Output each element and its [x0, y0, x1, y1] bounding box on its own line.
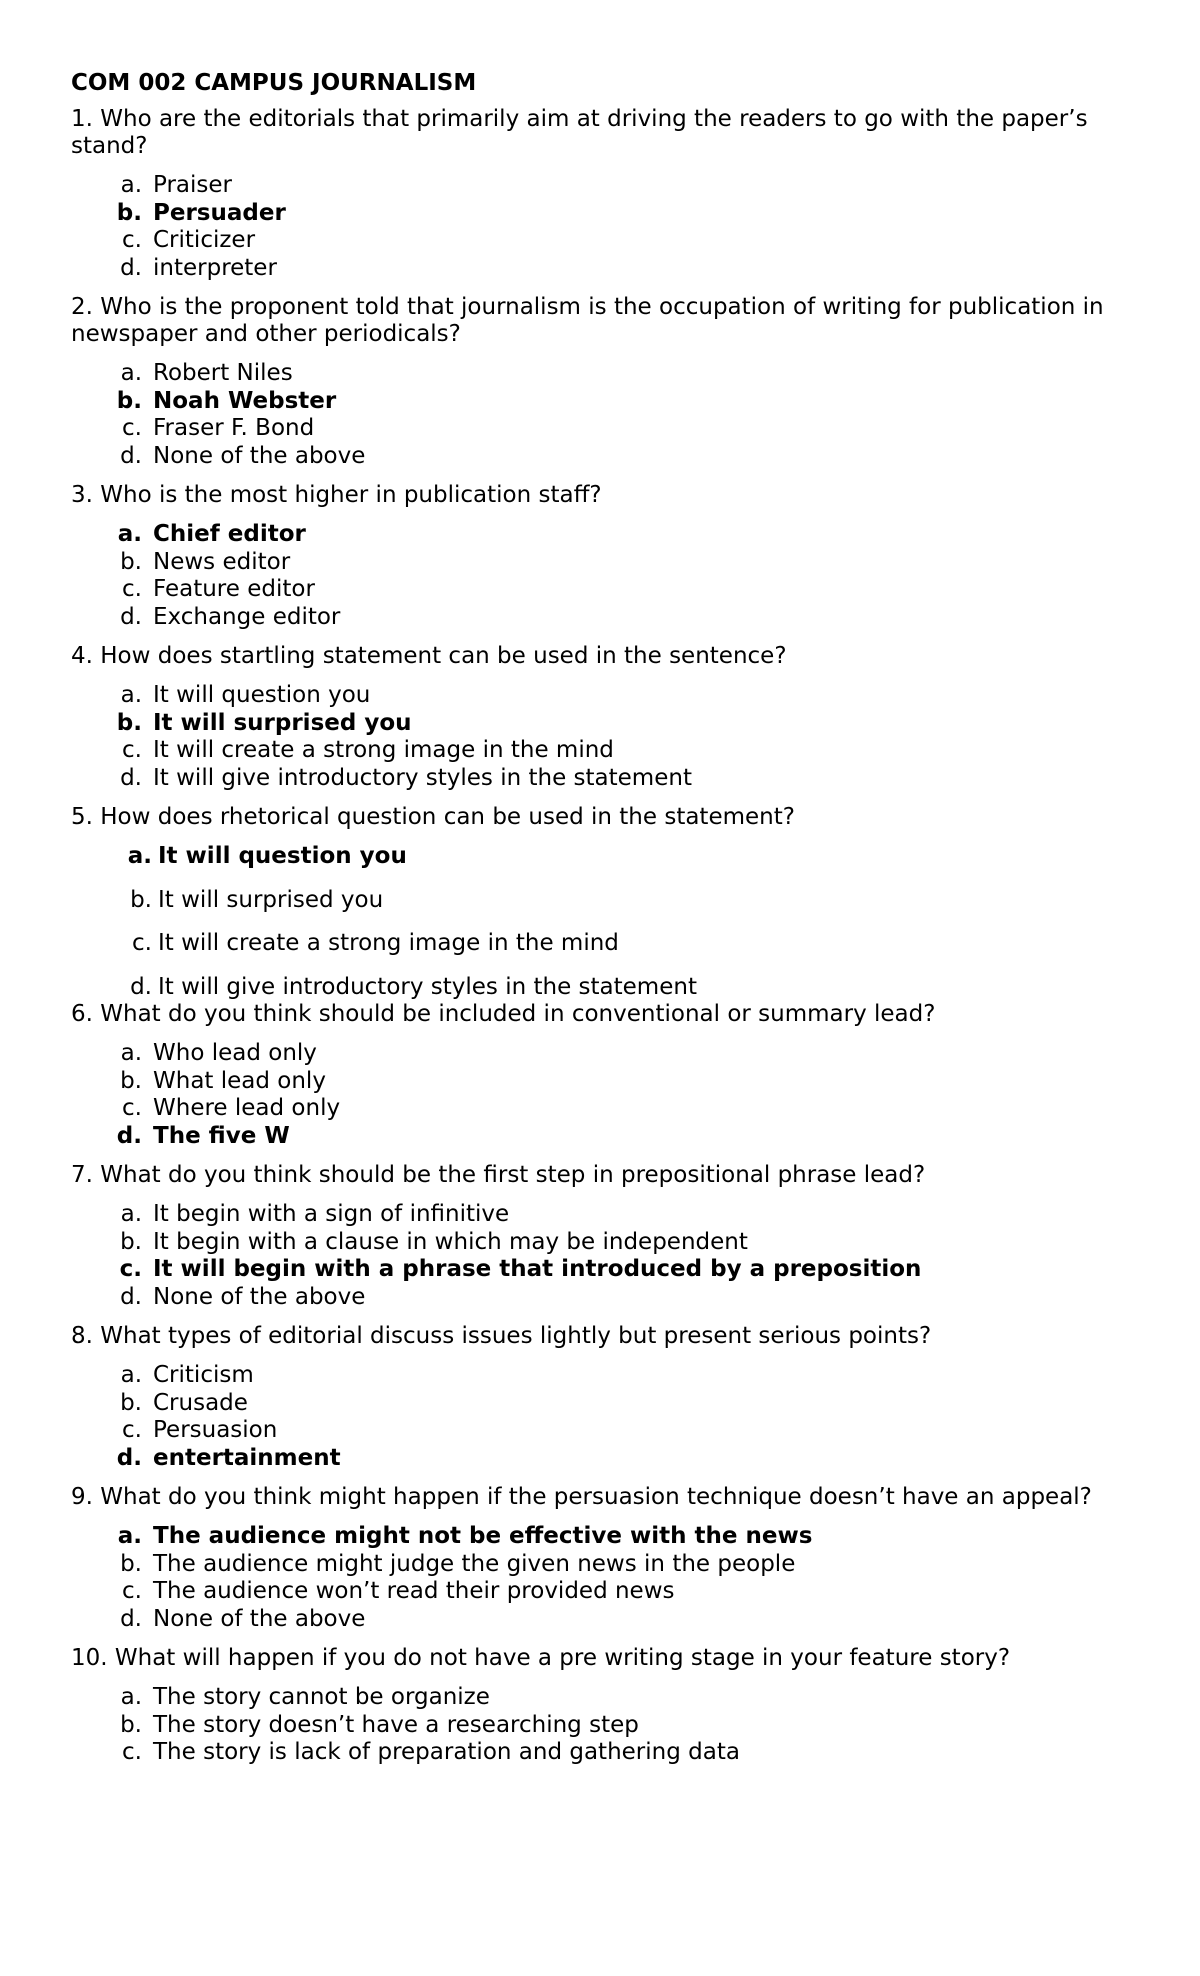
answer-option	[71, 1578, 1140, 1606]
answer-option	[71, 388, 1140, 416]
question-3	[71, 482, 1140, 631]
option-letter: c.	[122, 227, 142, 253]
option-letter: b.	[116, 199, 142, 226]
question-6	[71, 1001, 1140, 1150]
answer-option	[71, 1523, 1140, 1551]
option-text: Who lead only	[153, 1040, 317, 1066]
answer-options	[71, 843, 1140, 1001]
option-text: The audience might not be effective with the news	[153, 1523, 813, 1549]
question-5	[71, 804, 1140, 1001]
option-text: News editor	[153, 548, 291, 575]
answer-option	[71, 1684, 1140, 1712]
option-letter: d.	[120, 442, 142, 469]
answer-option	[71, 974, 1140, 1002]
answer-option	[71, 1445, 1140, 1473]
option-letter: a.	[120, 1684, 142, 1710]
answer-option	[71, 360, 1140, 388]
option-text: Chief editor	[153, 521, 306, 547]
option-text: It begin with a clause in which may be independent	[153, 1228, 748, 1255]
answer-option	[71, 930, 1140, 958]
option-letter: c.	[122, 415, 142, 441]
option-text: It will create a strong image in the mind	[158, 930, 619, 956]
option-letter: d.	[120, 764, 142, 791]
option-text: Fraser F. Bond	[153, 415, 315, 441]
option-letter: d.	[120, 254, 142, 281]
option-letter: d.	[116, 1444, 142, 1471]
question-text: 6. What do you think should be included in conventional or summary lead?	[71, 1001, 936, 1027]
question-text: 3. Who is the most higher in publication staff?	[71, 482, 602, 508]
option-text: Exchange editor	[153, 603, 341, 630]
option-letter: d.	[120, 1605, 142, 1632]
question-list	[71, 106, 1140, 1767]
answer-option	[71, 1229, 1140, 1257]
option-letter: c.	[122, 576, 142, 602]
answer-option	[71, 415, 1140, 443]
option-letter: d.	[120, 603, 142, 630]
answer-option	[71, 843, 1140, 871]
answer-option	[71, 1256, 1140, 1284]
option-letter: c.	[122, 1095, 142, 1121]
answer-option	[71, 200, 1140, 228]
answer-options	[71, 1684, 1140, 1767]
answer-options	[71, 1040, 1140, 1150]
question-9	[71, 1484, 1140, 1633]
answer-options	[71, 1362, 1140, 1472]
answer-option	[71, 1362, 1140, 1390]
option-text: Criticism	[153, 1362, 254, 1388]
option-text: Crusade	[153, 1389, 248, 1416]
option-text: entertainment	[153, 1444, 341, 1471]
option-text: None of the above	[153, 442, 366, 469]
option-letter: c.	[122, 1417, 142, 1443]
option-text: The audience won’t read their provided news	[153, 1578, 675, 1604]
option-letter: a.	[120, 682, 142, 708]
option-text: It will create a strong image in the mind	[153, 737, 614, 763]
answer-option	[71, 1712, 1140, 1740]
option-text: It will surprised you	[158, 886, 384, 913]
option-letter: c.	[119, 1256, 142, 1282]
option-text: It will question you	[153, 682, 371, 708]
option-letter: a.	[120, 1362, 142, 1388]
question-text: 1. Who are the editorials that primarily aim at driving the readers to go with the paper’s stand?	[71, 106, 1088, 159]
option-text: The five W	[153, 1122, 290, 1149]
option-letter: a.	[127, 843, 152, 869]
document-title: COM 002 CAMPUS JOURNALISM	[71, 70, 477, 96]
answer-option	[71, 710, 1140, 738]
question-1	[71, 106, 1140, 282]
answer-option	[71, 443, 1140, 471]
option-text: The story is lack of preparation and gathering data	[153, 1739, 740, 1765]
option-letter: c.	[122, 1739, 142, 1765]
question-text: 7. What do you think should be the first step in prepositional phrase lead?	[71, 1162, 926, 1188]
question-text: 4. How does startling statement can be used in the sentence?	[71, 643, 787, 669]
option-text: Persuader	[153, 199, 286, 226]
option-text: The audience might judge the given news in the people	[153, 1550, 796, 1577]
option-text: Where lead only	[153, 1095, 341, 1121]
option-letter: b.	[116, 387, 142, 414]
question-8	[71, 1323, 1140, 1472]
option-text: It will surprised you	[153, 709, 412, 736]
answer-option	[71, 227, 1140, 255]
question-2	[71, 294, 1140, 470]
option-text: The story doesn’t have a researching step	[153, 1711, 639, 1738]
answer-option	[71, 1284, 1140, 1312]
option-letter: b.	[120, 1389, 142, 1416]
answer-option	[71, 1123, 1140, 1151]
option-text: None of the above	[153, 1605, 366, 1632]
option-text: Persuasion	[153, 1417, 278, 1443]
answer-option	[71, 1095, 1140, 1123]
option-letter: a.	[117, 1523, 142, 1549]
option-letter: a.	[120, 172, 142, 198]
option-letter: c.	[122, 1578, 142, 1604]
answer-option	[71, 1201, 1140, 1229]
answer-option	[71, 1390, 1140, 1418]
answer-option	[71, 604, 1140, 632]
answer-option	[71, 1068, 1140, 1096]
answer-options	[71, 172, 1140, 282]
answer-option	[71, 172, 1140, 200]
option-text: It begin with a sign of infinitive	[153, 1201, 510, 1227]
answer-option	[71, 1417, 1140, 1445]
option-letter: b.	[120, 1550, 142, 1577]
option-text: It will give introductory styles in the statement	[153, 764, 692, 791]
option-text: It will question you	[158, 843, 407, 869]
option-letter: a.	[120, 360, 142, 386]
option-letter: d.	[130, 973, 152, 1000]
option-text: Noah Webster	[153, 387, 337, 414]
answer-option	[71, 521, 1140, 549]
answer-option	[71, 549, 1140, 577]
answer-options	[71, 1523, 1140, 1633]
option-letter: d.	[116, 1122, 142, 1149]
answer-option	[71, 887, 1140, 915]
question-text: 9. What do you think might happen if the persuasion technique doesn’t have an appeal?	[71, 1484, 1092, 1510]
question-text: 2. Who is the proponent told that journalism is the occupation of writing for publication in newspaper and other periodicals?	[71, 294, 1104, 347]
option-letter: d.	[120, 1283, 142, 1310]
option-text: Criticizer	[153, 227, 256, 253]
answer-option	[71, 255, 1140, 283]
option-letter: b.	[130, 886, 152, 913]
option-text: interpreter	[153, 254, 277, 281]
question-10	[71, 1645, 1140, 1767]
question-text: 5. How does rhetorical question can be used in the statement?	[71, 804, 795, 830]
option-letter: b.	[120, 1067, 142, 1094]
answer-option	[71, 1739, 1140, 1767]
option-letter: a.	[117, 521, 142, 547]
answer-options	[71, 360, 1140, 470]
option-text: It will give introductory styles in the statement	[158, 973, 697, 1000]
answer-options	[71, 682, 1140, 792]
option-letter: c.	[132, 930, 152, 956]
question-text: 10. What will happen if you do not have a pre writing stage in your feature story?	[71, 1645, 1011, 1671]
answer-option	[71, 1551, 1140, 1579]
answer-option	[71, 576, 1140, 604]
answer-option	[71, 682, 1140, 710]
option-text: Robert Niles	[153, 360, 293, 386]
option-letter: a.	[120, 1040, 142, 1066]
option-letter: b.	[120, 1228, 142, 1255]
answer-option	[71, 1040, 1140, 1068]
option-text: What lead only	[153, 1067, 326, 1094]
answer-option	[71, 765, 1140, 793]
option-letter: b.	[116, 709, 142, 736]
option-text: Feature editor	[153, 576, 315, 602]
option-letter: a.	[120, 1201, 142, 1227]
question-7	[71, 1162, 1140, 1311]
option-letter: b.	[120, 1711, 142, 1738]
answer-options	[71, 521, 1140, 631]
option-text: The story cannot be organize	[153, 1684, 490, 1710]
answer-options	[71, 1201, 1140, 1311]
option-text: Praiser	[153, 172, 232, 198]
option-letter: c.	[122, 737, 142, 763]
option-letter: b.	[120, 548, 142, 575]
option-text: It will begin with a phrase that introduced by a preposition	[153, 1256, 922, 1282]
answer-option	[71, 737, 1140, 765]
question-text: 8. What types of editorial discuss issues lightly but present serious points?	[71, 1323, 932, 1349]
question-4	[71, 643, 1140, 792]
option-text: None of the above	[153, 1283, 366, 1310]
answer-option	[71, 1606, 1140, 1634]
